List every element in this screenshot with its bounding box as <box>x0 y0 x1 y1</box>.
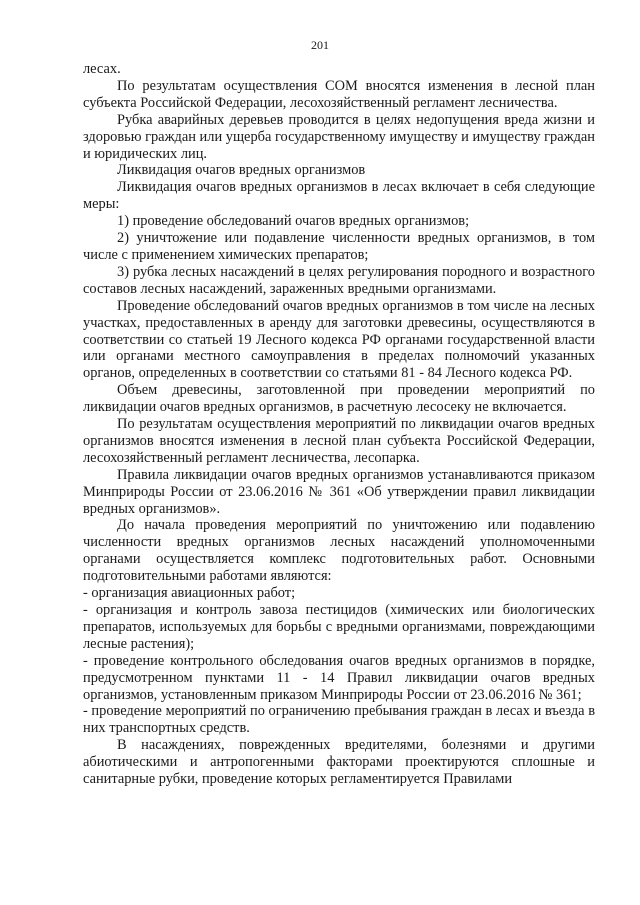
paragraph: - организация и контроль завоза пестицидов (химических или биологических препаратов, используемых для борьбы с вредными организмами, повреждающими лесные растения); <box>83 602 595 652</box>
paragraph: - организация авиационных работ; <box>83 585 296 602</box>
body-text <box>83 61 595 788</box>
paragraph: В насаждениях, поврежденных вредителями, болезнями и другими абиотическими и антропогенными факторами проектируются сплошные и санитарные рубки, проведение которых регламентируется Правилами <box>83 737 595 788</box>
page-number: 201 <box>311 38 329 52</box>
paragraph: 1) проведение обследований очагов вредных организмов; <box>117 213 470 230</box>
paragraph: 3) рубка лесных насаждений в целях регулирования породного и возрастного составов лесных насаждений, зараженных вредными организмами. <box>83 263 595 297</box>
paragraph: Объем древесины, заготовленной при проведении мероприятий по ликвидации очагов вредных организмов, в расчетную лесосеку не включается. <box>83 382 595 416</box>
paragraph: По результатам осуществления СОМ вносятся изменения в лесной план субъекта Российской Федерации, лесохозяйственный регламент лесничества. <box>83 77 595 111</box>
paragraph: Ликвидация очагов вредных организмов в лесах включает в себя следующие меры: <box>83 179 595 213</box>
paragraph: Рубка аварийных деревьев проводится в целях недопущения вреда жизни и здоровью граждан или ущерба государственному имуществу и имуществу граждан и юридических лиц. <box>83 111 595 162</box>
paragraph: - проведение контрольного обследования очагов вредных организмов в порядке, предусмотренном пунктами 11 - 14 Правил ликвидации очагов вредных организмов, установленным приказом Минприроды России от 23.06.2016 № 361; <box>83 652 595 703</box>
paragraph: - проведение мероприятий по ограничению пребывания граждан в лесах и въезда в них транспортных средств. <box>83 703 595 737</box>
paragraph: лесах. <box>83 61 121 77</box>
paragraph: Проведение обследований очагов вредных организмов в том числе на лесных участках, предоставленных в аренду для заготовки древесины, осуществляются в соответствии со статьей 19 Лесного кодекса РФ органами государственной власти или органами местного самоуправления в пределах полномочий указанных органов, определенных в соответствии со статьями 81 - 84 Лесного кодекса РФ. <box>83 297 595 382</box>
paragraph: Ликвидация очагов вредных организмов <box>117 162 366 179</box>
paragraph: По результатам осуществления мероприятий по ликвидации очагов вредных организмов вносятся изменения в лесной план субъекта Российской Федерации, лесохозяйственный регламент лесничества, лесопарка. <box>83 416 595 466</box>
paragraph: 2) уничтожение или подавление численности вредных организмов, в том числе с применением химических препаратов; <box>83 230 595 263</box>
paragraph: До начала проведения мероприятий по уничтожению или подавлению численности вредных организмов лесных насаждений уполномоченными органами осуществляется комплекс подготовительных работ. Основными подготовительными работами являются: <box>83 517 595 585</box>
paragraph: Правила ликвидации очагов вредных организмов устанавливаются приказом Минприроды России от 23.06.2016 № 361 «Об утверждении правил ликвидации вредных организмов». <box>83 466 595 517</box>
